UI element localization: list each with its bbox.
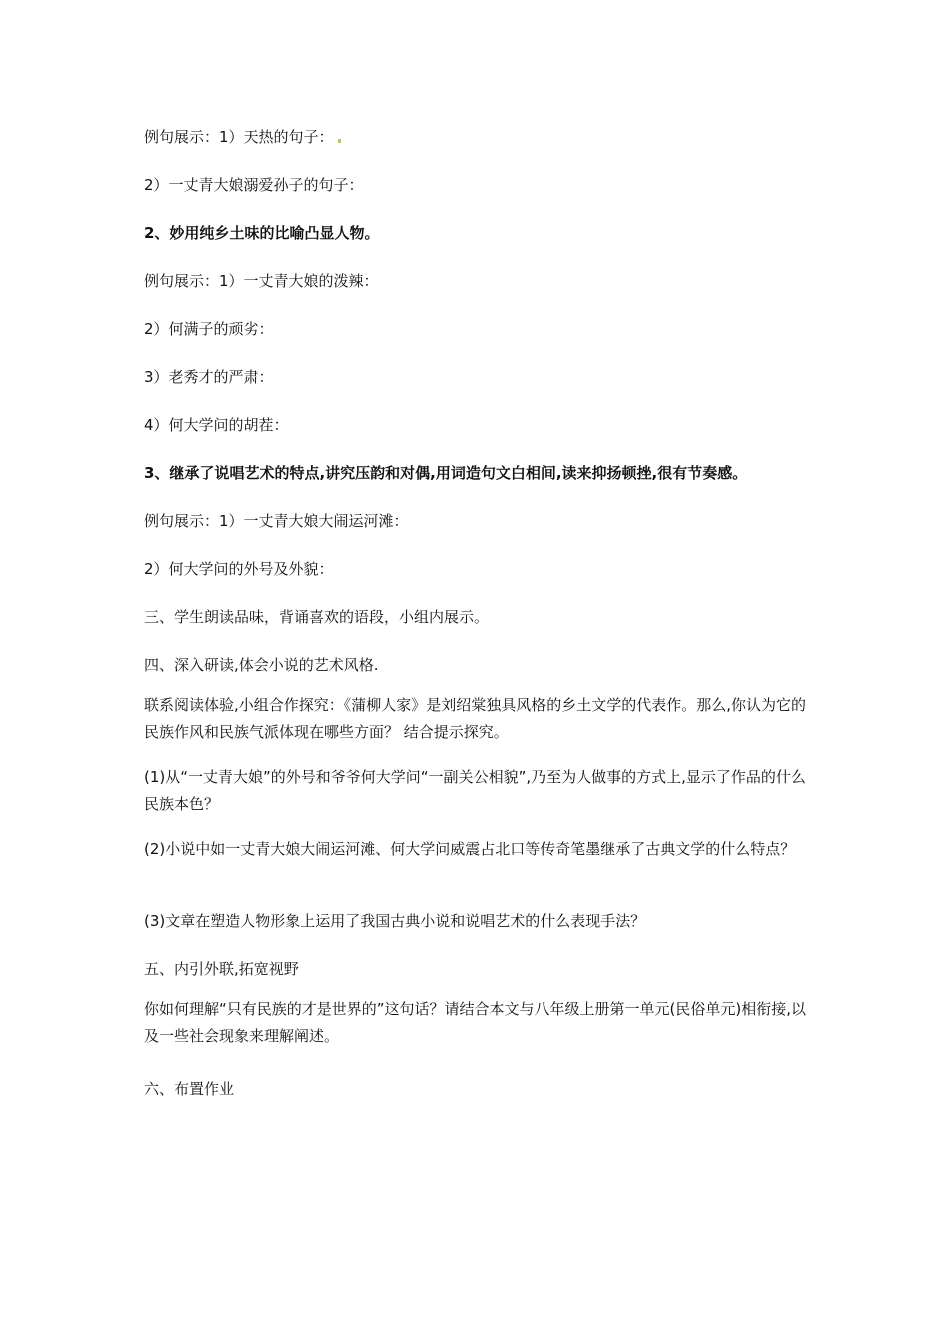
example-line-riverbank: 例句展示：1）一丈青大娘大闹运河滩：	[144, 512, 409, 530]
example-line-fierce: 例句展示：1）一丈青大娘的泼辣：	[144, 272, 379, 290]
example-line-doting: 2）一丈青大娘溺爱孙子的句子：	[144, 176, 364, 194]
section-heading-metaphor: 2、妙用纯乡土味的比喻凸显人物。	[144, 224, 380, 242]
paragraph-explore: 联系阅读体验,小组合作探究：《蒲柳人家》是刘绍棠独具风格的乡土文学的代表作。那么,你认为它的民族作风和民族气派体现在哪些方面？ 结合提示探究。	[144, 696, 807, 741]
section-three: 三、学生朗读品味，背诵喜欢的语段，小组内展示。	[144, 608, 490, 626]
mark-dot	[338, 139, 341, 143]
paragraph-question-2: (2)小说中如一丈青大娘大闹运河滩、何大学问威震占北口等传奇笔墨继承了古典文学的什么特点？	[144, 840, 796, 858]
section-four: 四、深入研读,体会小说的艺术风格.	[144, 656, 379, 674]
example-line-nickname: 2）何大学问的外号及外貌：	[144, 560, 334, 578]
paragraph-question-1: (1)从“一丈青大娘”的外号和爷爷何大学问“一副关公相貌”,乃至为人做事的方式上,显示了作品的什么民族本色？	[144, 768, 806, 813]
paragraph-understanding: 你如何理解“只有民族的才是世界的”这句话？请结合本文与八年级上册第一单元(民俗单元)相衔接,以及一些社会现象来理解阐述。	[144, 1000, 807, 1045]
example-line-hot-weather-text: 例句展示：1）天热的句子：	[144, 128, 334, 146]
example-line-hot-weather	[144, 127, 824, 147]
section-six: 六、布置作业	[144, 1080, 235, 1098]
example-line-naughty: 2）何满子的顽劣：	[144, 320, 274, 338]
section-five: 五、内引外联,拓宽视野	[144, 960, 299, 978]
section-heading-rhythm: 3、继承了说唱艺术的特点,讲究压韵和对偶,用词造句文白相间,读来抑扬顿挫,很有节奏感。	[144, 464, 748, 482]
question-3: (3)文章在塑造人物形象上运用了我国古典小说和说唱艺术的什么表现手法？	[144, 912, 646, 930]
example-line-serious: 3）老秀才的严肃：	[144, 368, 274, 386]
example-line-beard: 4）何大学问的胡茬：	[144, 416, 289, 434]
